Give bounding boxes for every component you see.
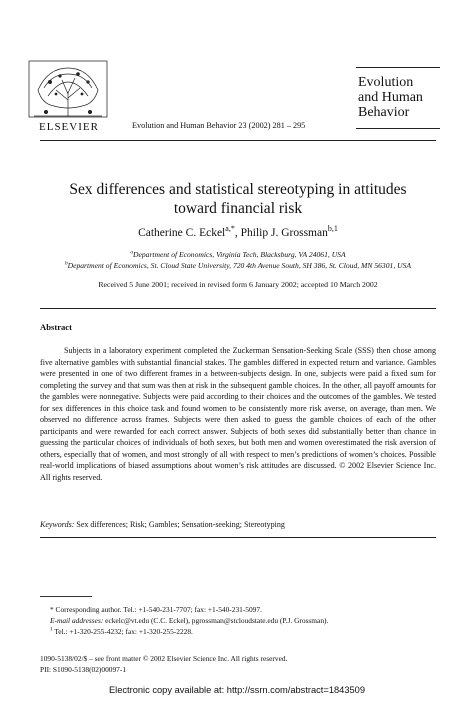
tree-icon [28, 60, 108, 120]
title-line-1: Sex differences and statistical stereotyping in attitudes [69, 181, 407, 198]
affiliation-b [40, 261, 436, 270]
footnote-corresponding: * Corresponding author. Tel.: +1-540-231-7707; fax: +1-540-231-5097. [50, 605, 262, 614]
affiliation-text: Department of Economics, St. Cloud State University, 720 4th Avenue South, SH 386, St. Cloud, MN 56301, USA [67, 261, 412, 270]
keywords-text: Sex differences; Risk; Gambles; Sensation-seeking; Stereotyping [76, 520, 285, 529]
pii-line: PII: S1090-5138(02)00097-1 [40, 665, 127, 674]
abstract-top-rule [40, 308, 436, 309]
journal-name-line-1: Evolution [358, 75, 414, 90]
affiliation-marker: b [64, 260, 68, 267]
publisher-name: ELSEVIER [39, 121, 99, 133]
affiliation-text: Department of Economics, Virginia Tech, Blacksburg, VA 24061, USA [133, 250, 346, 259]
abstract-heading: Abstract [40, 322, 72, 332]
abstract-bottom-rule [40, 537, 436, 538]
footnote-1 [40, 627, 450, 637]
footnote-email [40, 616, 450, 626]
affiliation-a [40, 250, 436, 259]
author-list [40, 224, 436, 239]
ssrn-availability: Electronic copy available at: http://ssrn.com/abstract=1843509 [108, 685, 366, 695]
journal-title-box [356, 67, 440, 129]
affiliation-marker: a [130, 249, 134, 256]
author-name: Catherine C. Eckel [138, 227, 226, 239]
keywords-label: Keywords: [40, 520, 75, 529]
journal-name-line-3: Behavior [358, 105, 410, 120]
header-rule [40, 140, 436, 141]
article-title [40, 180, 436, 218]
footnote-1-text: Tel.: +1-320-255-4232; fax: +1-320-255-2228. [54, 627, 193, 636]
abstract-body: Subjects in a laboratory experiment completed the Zuckerman Sensation-Seeking Scale (SSS) then chose among five alternative gambles with substantial financial stakes. The gambles differed in expected return and variance. Gambles were presented in one of two different frames in a between-subjects design. In one, subjects were paid a fixed sum for completing the survey and that sum was then at risk in the subsequent gamble choices. In the other, all payoff amounts for the gambles were nonnegative. Subjects were paid according to their choices and the outcomes of the gambles. We tested for sex differences in this choice task and found women to be consistently more risk averse, on average, than men. We observed no difference across frames. Subjects were then asked to guess the gamble choices of each of the other participants and were rewarded for each correct answer. Subjects of both sexes did substantially better than chance in guessing the particular choices of individuals of both sexes, but both men and women overestimated the risk aversion of others, especially that of women, and most strongly of all with respect to men’s predictions of women’s choices. Possible real-world implications of biased assumptions about women’s risk attitudes are discussed. © 2002 Elsevier Science Inc. All rights reserved. [40, 346, 436, 482]
received-dates: Received 5 June 2001; received in revised form 6 January 2002; accepted 10 March 2002 [98, 280, 378, 289]
title-line-2: toward financial risk [173, 200, 303, 217]
email-text: eckelc@vt.edu (C.C. Eckel), pgrossman@stcloudstate.edu (P.J. Grossman). [105, 616, 329, 625]
journal-citation: Evolution and Human Behavior 23 (2002) 281 – 295 [132, 121, 306, 130]
issn-line: 1090-5138/02/$ – see front matter © 2002 Elsevier Science Inc. All rights reserved. [40, 654, 288, 663]
journal-name-line-2: and Human [358, 90, 423, 105]
footnote-marker: 1 [50, 626, 53, 633]
author-marker: b,1 [327, 224, 338, 234]
author-separator: , [234, 227, 241, 239]
footnote-rule [40, 596, 92, 597]
author-marker: a,* [225, 224, 235, 234]
issn-block [40, 653, 287, 675]
keywords [40, 520, 436, 529]
author-name: Philip J. Grossman [240, 227, 328, 239]
email-label: E-mail addresses: [50, 616, 104, 625]
